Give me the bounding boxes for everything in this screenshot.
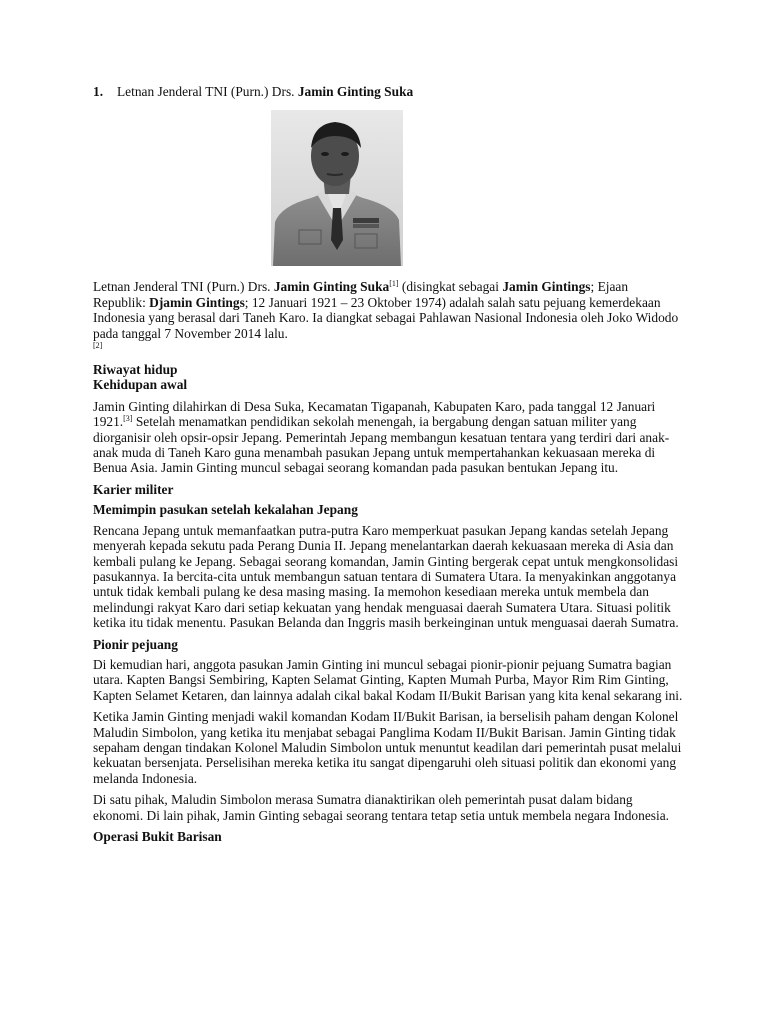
document-page — [93, 84, 683, 844]
pionir-paragraph-3: Di satu pihak, Maludin Simbolon merasa Sumatra dianaktirikan oleh pemerintah pusat dalam bidang ekonomi. Di lain pihak, Jamin Ginting sebagai seorang tentara tetap setia untuk membela negara Indonesia. — [93, 792, 669, 823]
ref-3[interactable]: [3] — [123, 414, 133, 424]
kehidupan-paragraph — [93, 399, 683, 476]
intro-alias-2: Djamin Gintings — [149, 294, 245, 310]
heading-operasi: Operasi Bukit Barisan — [93, 829, 222, 844]
intro-text-1: (disingkat sebagai — [398, 279, 503, 295]
ref-1[interactable]: [1] — [389, 279, 399, 289]
memimpin-paragraph: Rencana Jepang untuk memanfaatkan putra-putra Karo memperkuat pasukan Jepang kandas setelah Jepang menyerah kepada sekutu pada Perang Dunia II. Jepang menelantarkan daerah kekuasaan mereka di Asia dan kembali pulang ke Jepang. Sebagai seorang komandan, Jamin Ginting bergerak cepat untuk mengkonsolidasi pasukannya. Ia bercita-cita untuk membangun satuan tentara di Sumatera Utara. Ia menyakinkan anggotanya untuk tidak kembali pulang ke desa masing masing. Ia memohon kesediaan mereka untuk membela dan melindungi rakyat Karo dari setiap kekuatan yang hendak menguasai daerah Sumatera Utara. Situasi politik ketika itu tidak menentu. Pasukan Belanda dan Inggris masih berkeinginan untuk menguasai daerah Sumatra. — [93, 522, 679, 631]
title-prefix: Letnan Jenderal TNI (Purn.) Drs. — [117, 84, 295, 99]
portrait-photo — [271, 110, 403, 266]
intro-paragraph — [93, 279, 683, 350]
intro-name: Jamin Ginting Suka — [273, 279, 390, 295]
ref-2[interactable]: [2] — [93, 341, 103, 351]
intro-text-3: ; 12 Januari 1921 – 23 Oktober 1974) adalah salah satu pejuang kemerdekaan Indonesia yang berasal dari Taneh Karo. Ia diangkat sebagai Pahlawan Nasional Indonesia oleh Joko Widodo pada tanggal 7 November 2014 lalu. — [93, 294, 679, 341]
heading-pionir: Pionir pejuang — [93, 636, 178, 652]
intro-alias-1: Jamin Gintings — [502, 279, 591, 295]
pionir-paragraph-2: Ketika Jamin Ginting menjadi wakil komandan Kodam II/Bukit Barisan, ia berselisih paham dengan Kolonel Maludin Simbolon, yang ketika itu menjabat sebagai Panglima Kodam II/Bukit Barisan. Jamin Ginting tidak sepaham dengan tindakan Kolonel Maludin Simbolon untuk menuntut keadilan dari pemerintah pusat melalui kekuatan bersenjata. Perselisihan mereka ketika itu sangat dipengaruhi oleh situasi politik dan ekonomi yang melanda Indonesia. — [93, 709, 682, 786]
heading-kehidupan: Kehidupan awal — [93, 377, 188, 393]
intro-text-2: ; Ejaan Republik: — [93, 279, 629, 310]
heading-karier: Karier militer — [93, 481, 174, 497]
pionir-paragraph-1: Di kemudian hari, anggota pasukan Jamin Ginting ini muncul sebagai pionir-pionir pejuang Sumatra bagian utara. Kapten Bangsi Sembiring, Kapten Selamat Ginting, Kapten Mumah Purba, Mayor Rim Rim Ginting, Kapten Selamet Ketaren, dan lainnya adalah cikal bakal Kodam II/Bukit Barisan yang kita kenal sekarang ini. — [93, 656, 683, 703]
title-name: Jamin Ginting Suka — [297, 84, 414, 99]
intro-prefix: Letnan Jenderal TNI (Purn.) Drs. — [93, 279, 271, 295]
portrait-photo-icon — [271, 110, 403, 266]
heading-riwayat: Riwayat hidup — [93, 362, 178, 378]
heading-memimpin: Memimpin pasukan setelah kekalahan Jepang — [93, 502, 358, 518]
kehidupan-text-b: Setelah menamatkan pendidikan sekolah menengah, ia bergabung dengan satuan militer yang diorganisir oleh opsir-opsir Jepang. Pemerintah Jepang membangun kesatuan tentara yang terdiri dari anak-anak muda di Taneh Karo guna menambah pasukan Jepang untuk mempertahankan kekuasaan mereka di Benua Asia. Jamin Ginting muncul sebagai seorang komandan pada pasukan bentukan Jepang itu. — [93, 414, 670, 476]
kehidupan-text-a: Jamin Ginting dilahirkan di Desa Suka, Kecamatan Tigapanah, Kabupaten Karo, pada tanggal 12 Januari 1921. — [93, 398, 656, 430]
list-number: 1. — [93, 84, 104, 99]
document-title — [93, 84, 683, 99]
